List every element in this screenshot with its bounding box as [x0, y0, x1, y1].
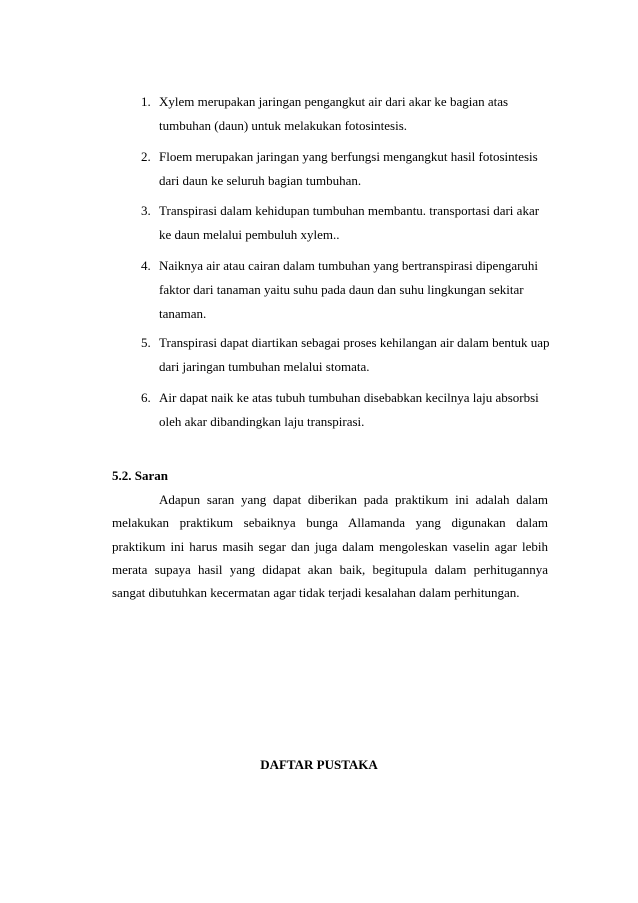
list-item-text: Transpirasi dalam kehidupan tumbuhan membantu. transportasi dari akar [159, 203, 540, 218]
list-item-text: tanaman. [159, 306, 207, 321]
paragraph-line: melakukan praktikum sebaiknya bunga Allamanda yang digunakan dalam [112, 515, 548, 530]
paragraph-line: sangat dibutuhkan kecermatan agar tidak terjadi kesalahan dalam perhitungan. [112, 585, 520, 600]
list-item-text: Naiknya air atau cairan dalam tumbuhan yang bertranspirasi dipengaruhi [159, 258, 539, 273]
list-item-text: Air dapat naik ke atas tubuh tumbuhan disebabkan kecilnya laju absorbsi [159, 390, 539, 405]
list-item-text: faktor dari tanaman yaitu suhu pada daun dan suhu lingkungan sekitar [159, 282, 524, 297]
section-heading-saran: 5.2. Saran [112, 468, 168, 483]
paragraph-line: Adapun saran yang dapat diberikan pada praktikum ini adalah dalam [159, 492, 548, 507]
list-item-text: dari daun ke seluruh bagian tumbuhan. [159, 173, 362, 188]
paragraph-line: merata supaya hasil yang didapat akan baik, begitupula dalam perhitugannya [112, 562, 548, 577]
paragraph-line: praktikum ini harus masih segar dan juga dalam mengoleskan vaselin agar lebih [112, 539, 548, 554]
list-item-text: Xylem merupakan jaringan pengangkut air dari akar ke bagian atas [159, 94, 509, 109]
list-item-number: 4. [141, 258, 151, 273]
list-item-text: Floem merupakan jaringan yang berfungsi mengangkut hasil fotosintesis [159, 149, 538, 164]
list-item-text: Transpirasi dapat diartikan sebagai proses kehilangan air dalam bentuk uap [159, 335, 550, 350]
list-item-number: 5. [141, 335, 151, 350]
list-item-text: ke daun melalui pembuluh xylem.. [159, 227, 340, 242]
list-item-number: 2. [141, 149, 151, 164]
list-item-text: tumbuhan (daun) untuk melakukan fotosintesis. [159, 118, 408, 133]
list-item-text: oleh akar dibandingkan laju transpirasi. [159, 414, 365, 429]
list-item-number: 6. [141, 390, 151, 405]
list-item-number: 3. [141, 203, 151, 218]
section-title-daftar-pustaka: DAFTAR PUSTAKA [260, 757, 378, 772]
list-item-text: dari jaringan tumbuhan melalui stomata. [159, 359, 370, 374]
list-item-number: 1. [141, 94, 151, 109]
